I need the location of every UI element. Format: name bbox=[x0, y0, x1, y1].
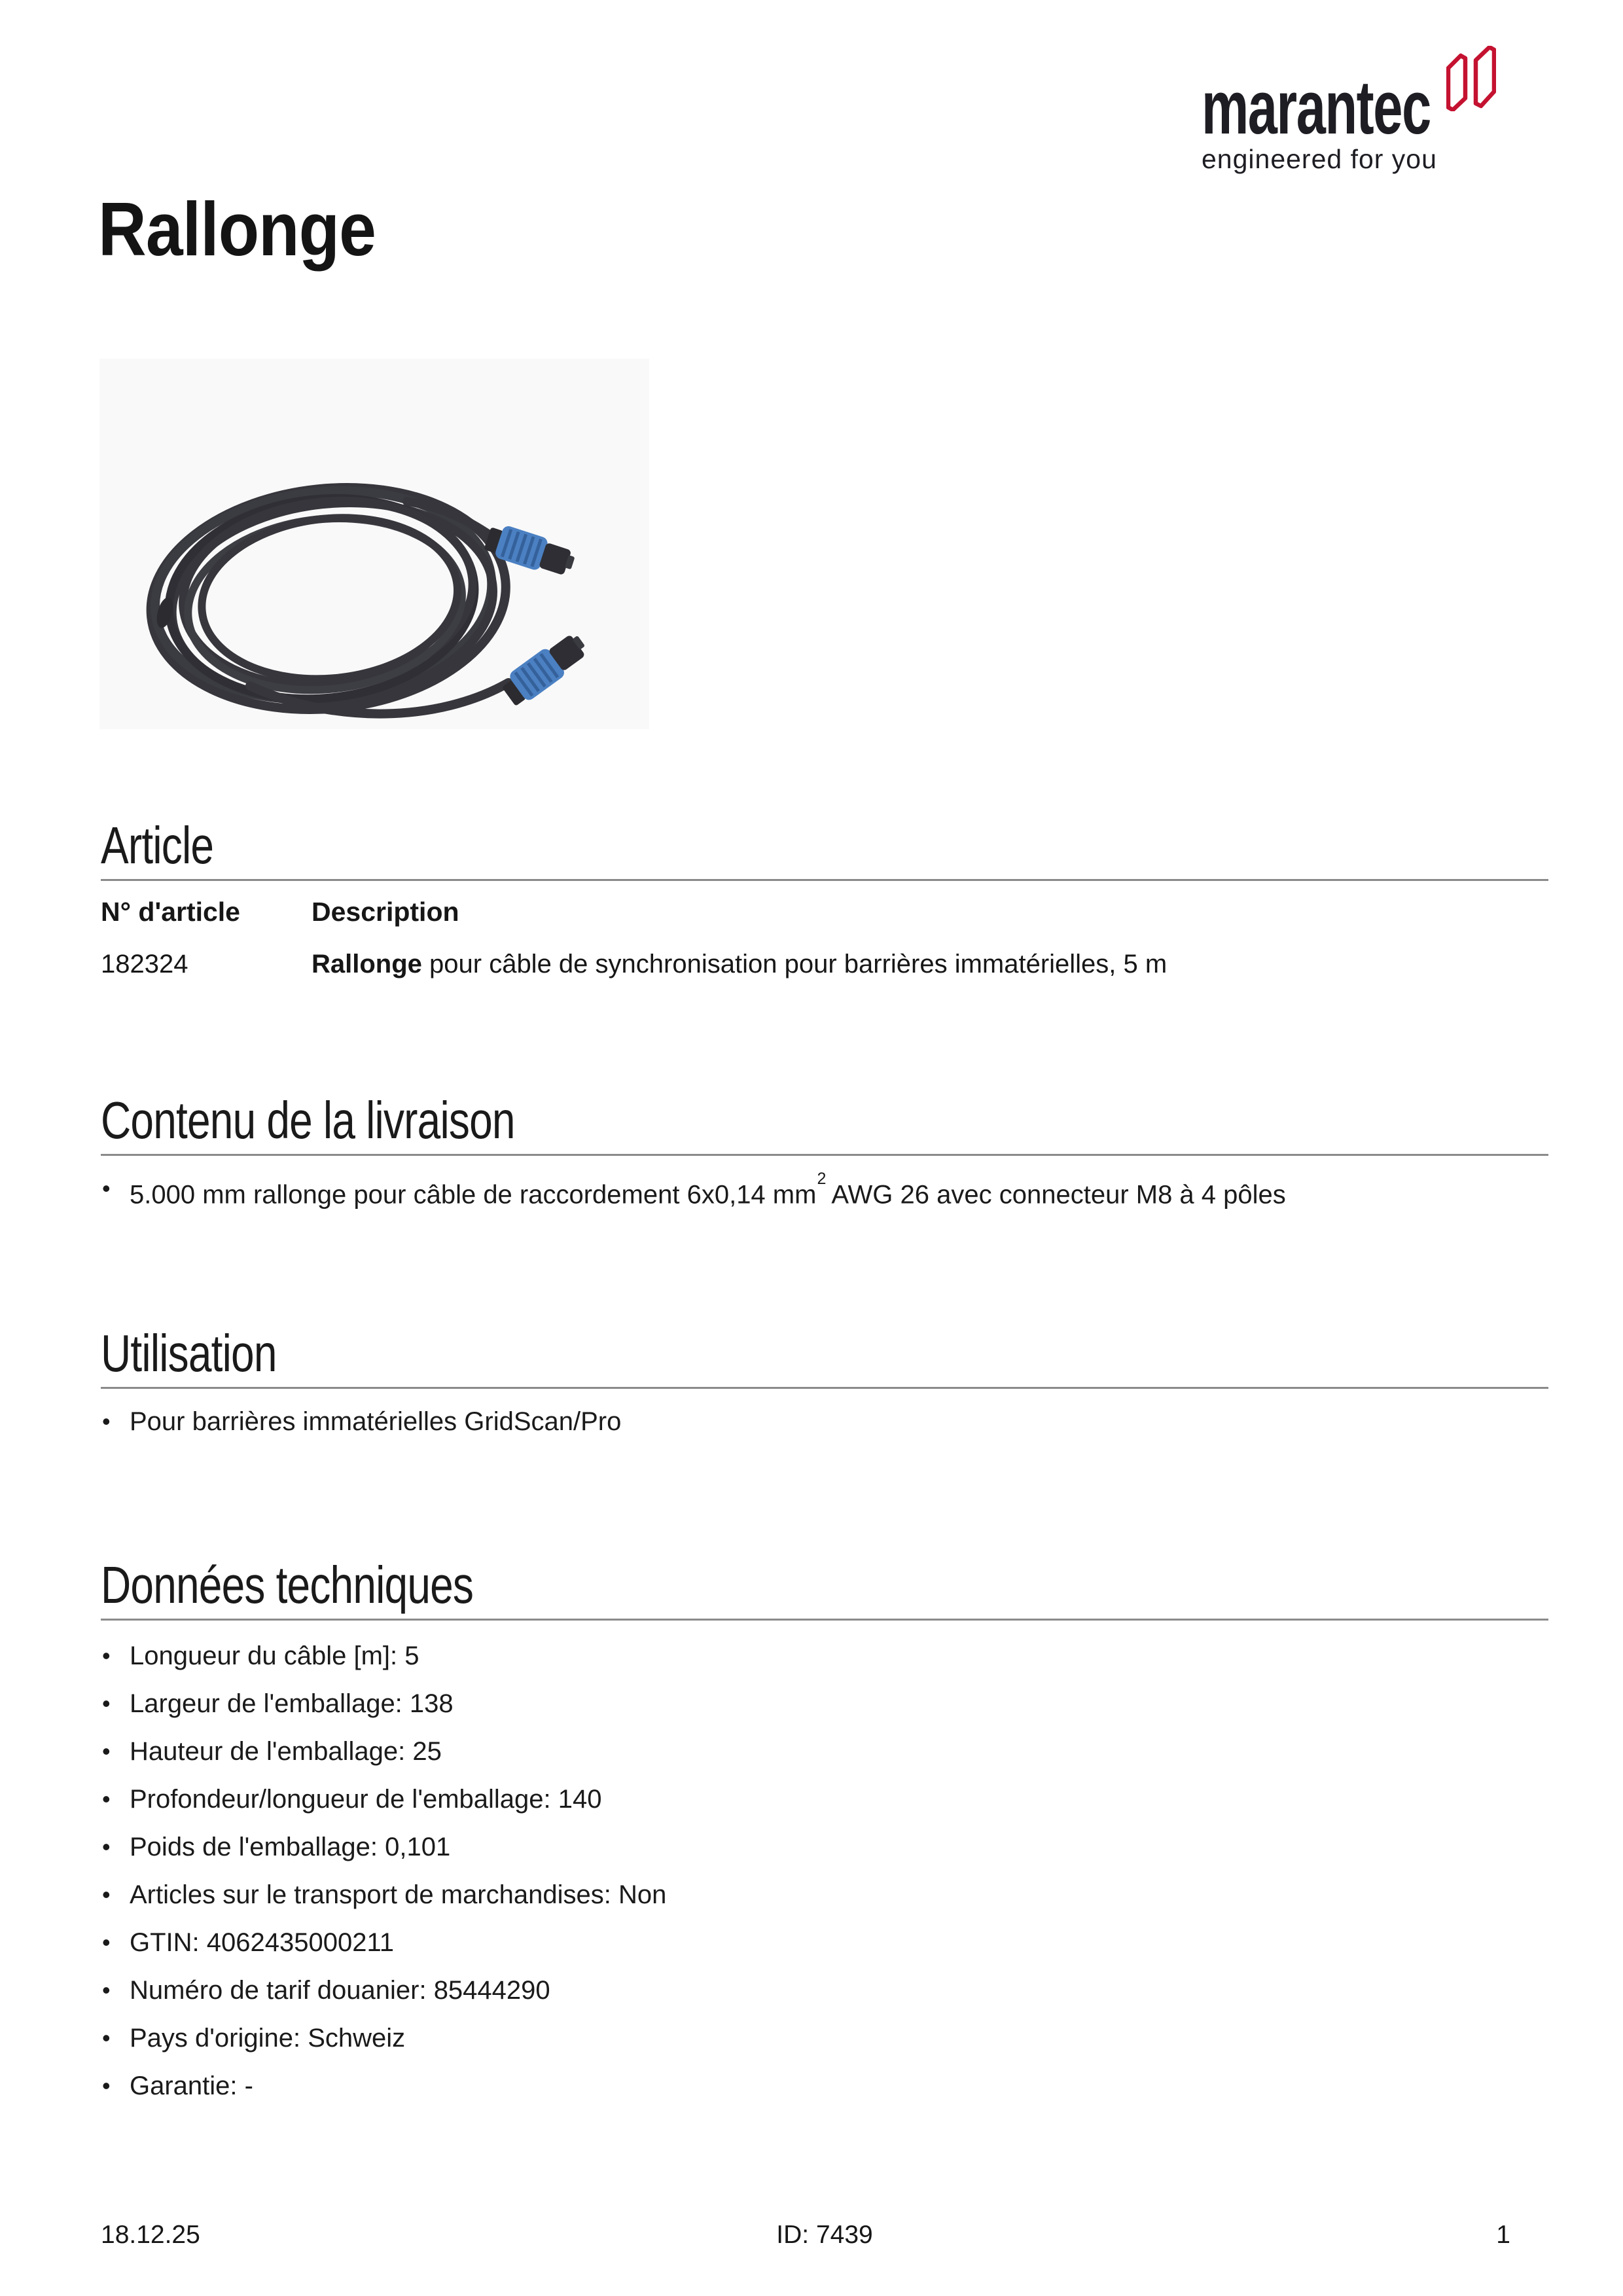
delivery-heading: Contenu de la livraison bbox=[101, 1091, 515, 1149]
usage-list bbox=[101, 1406, 1548, 1437]
footer-date: 18.12.25 bbox=[101, 2221, 200, 2249]
usage-heading: Utilisation bbox=[101, 1324, 277, 1382]
cell-description bbox=[312, 948, 1167, 980]
list-item: • Pays d'origine: Schweiz bbox=[101, 2022, 1548, 2054]
section-divider bbox=[101, 1154, 1548, 1156]
technical-heading: Données techniques bbox=[101, 1556, 474, 1614]
technical-list bbox=[101, 1640, 1548, 2102]
list-item: • Hauteur de l'emballage: 25 bbox=[101, 1736, 1548, 1767]
section-divider bbox=[101, 1387, 1548, 1389]
table-row bbox=[101, 948, 1548, 980]
section-technical-data bbox=[101, 1556, 1548, 2102]
table-header-row bbox=[101, 896, 1548, 927]
delivery-item-text-cont: AWG 26 avec connecteur M8 à 4 pôles bbox=[831, 1180, 1286, 1210]
cable-photo-illustration bbox=[99, 359, 649, 729]
list-item: • Poids de l'emballage: 0,101 bbox=[101, 1831, 1548, 1863]
footer-page-number: 1 bbox=[1496, 2221, 1510, 2249]
brand-tagline: engineered for you bbox=[1202, 144, 1437, 174]
article-heading: Article bbox=[101, 816, 214, 874]
cable-coil bbox=[140, 471, 517, 726]
cable-connector-top bbox=[482, 521, 577, 581]
list-item: • Garantie: - bbox=[101, 2070, 1548, 2102]
product-image bbox=[99, 359, 649, 729]
list-item: • Profondeur/longueur de l'emballage: 140 bbox=[101, 1784, 1548, 1815]
brand-wordmark: marantec bbox=[1202, 65, 1431, 150]
list-item: • Numéro de tarif douanier: 85444290 bbox=[101, 1975, 1548, 2006]
list-item bbox=[101, 1170, 1548, 1210]
footer-document-id: ID: 7439 bbox=[776, 2221, 873, 2249]
superscript-2: 2 bbox=[817, 1170, 827, 1188]
description-text: pour câble de synchronisation pour barrières immatérielles, 5 m bbox=[421, 950, 1168, 978]
delivery-list bbox=[101, 1170, 1548, 1210]
list-item: • Pour barrières immatérielles GridScan/Pro bbox=[101, 1406, 1548, 1437]
brand-logo bbox=[1202, 43, 1496, 174]
description-product-name: Rallonge bbox=[312, 950, 422, 978]
list-item: • Longueur du câble [m]: 5 bbox=[101, 1640, 1548, 1672]
section-usage bbox=[101, 1324, 1548, 1437]
marantec-mark-icon bbox=[1446, 46, 1496, 111]
section-delivery-content bbox=[101, 1091, 1548, 1210]
section-divider bbox=[101, 879, 1548, 881]
list-item: • GTIN: 4062435000211 bbox=[101, 1927, 1548, 1958]
page-title: Rallonge bbox=[98, 187, 376, 272]
list-item: • Articles sur le transport de marchandises: Non bbox=[101, 1879, 1548, 1910]
delivery-item-text: 5.000 mm rallonge pour câble de raccordement 6x0,14 mm bbox=[130, 1180, 817, 1210]
header-cell-article-no: N° d'article bbox=[101, 897, 240, 927]
header-cell-description: Description bbox=[312, 897, 459, 927]
article-table bbox=[101, 896, 1548, 980]
list-item: • Largeur de l'emballage: 138 bbox=[101, 1688, 1548, 1719]
cell-article-no: 182324 bbox=[101, 950, 188, 978]
section-article bbox=[101, 816, 1548, 980]
cable-connector-bottom bbox=[498, 628, 592, 709]
section-divider bbox=[101, 1619, 1548, 1621]
